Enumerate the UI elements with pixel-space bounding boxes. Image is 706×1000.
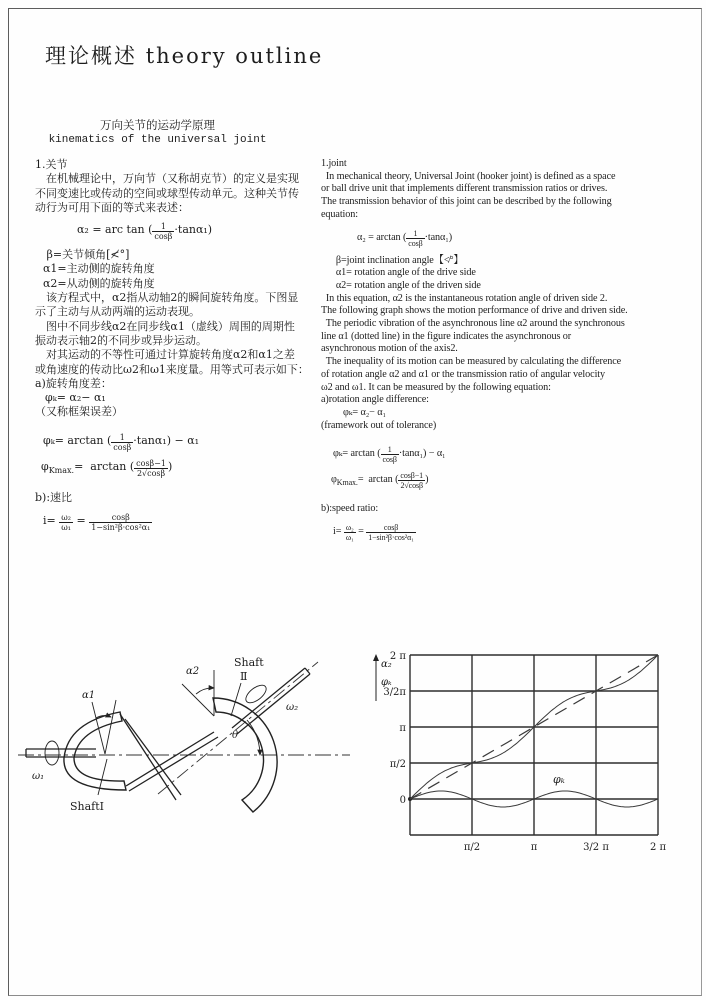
text-line: α2=从动侧的旋转角度 <box>43 276 155 290</box>
text-line: equation: <box>321 208 359 220</box>
y-axis-label-alpha2: α₂ <box>381 659 392 670</box>
right-item-a-label: a)rotation angle difference: <box>321 394 429 406</box>
text-line: 振动表示轴2的不同步或异步运动。 <box>35 333 207 347</box>
equation-alpha2-en: α₂ = arctan ( $\frac{1}{\cos\beta}$ ·tanα₁) <box>357 228 453 248</box>
shaft1-label: ShaftI <box>70 800 105 813</box>
text-line: line α1 (dotted line) in the figure indicates the asynchronous or <box>321 330 572 342</box>
alpha1-angle <box>92 700 116 754</box>
svg-text:π/2: π/2 <box>389 759 406 770</box>
fraction: $\frac{\cos\beta}{\text{1−sin²β·cos²α₁}}$ <box>91 512 151 532</box>
alpha2-label: α2 <box>186 666 200 677</box>
svg-text:3/2 π: 3/2 π <box>583 842 609 853</box>
fraction: $\frac{\cos\beta-1}{2√\cos\beta}$ <box>136 458 166 478</box>
phik-curve-label: φₖ <box>553 773 565 786</box>
left-paragraph-1 <box>35 172 322 215</box>
fraction: $\frac{1}{\cos\beta}$ <box>408 228 423 248</box>
text-line: 不同变速比或传动的空间或球型传动单元。这种关节传 <box>35 186 299 200</box>
shaft2-axis-line <box>158 662 318 794</box>
equation-phik-en: φₖ= arctan ( $\frac{1}{\cos\beta}$ ·tanα₁) − α₁ <box>333 445 446 465</box>
x-tick-labels <box>464 842 667 853</box>
right-paragraph-1 <box>321 171 701 222</box>
text-line: 该方程式中，α2指从动轴2的瞬间旋转角度。下图显 <box>35 291 299 305</box>
text-line: or ball drive unit that implements different transmission ratios or drives. <box>321 183 608 195</box>
text-line: In mechanical theory, Universal Joint (hooker joint) is defined as a space <box>321 170 616 182</box>
text-line: α2= rotation angle of the driven side <box>331 279 481 291</box>
text-line: β=关节倾角[≮°] <box>43 248 130 262</box>
fraction: $\frac{\text{ω₂}}{\text{ω₁}}$ <box>61 512 71 532</box>
page-title-cn: 理论概述 <box>45 44 137 68</box>
right-paragraph-2 <box>321 293 701 318</box>
universal-joint-diagram <box>10 640 355 855</box>
equation-phikmax-cn: $\varphi_{Kmax.}= \arctan$ ( $\frac{\cos\beta-1}{2√\cos\beta}$ ) <box>41 458 173 478</box>
left-yoke-crescent <box>64 712 126 790</box>
svg-text:2 π: 2 π <box>389 651 406 662</box>
equation-alpha2-cn: α₂ = arc tan ( $\frac{1}{\cos\beta}$ ·tanα₁) <box>77 222 213 242</box>
left-definitions <box>43 248 322 291</box>
shaft2-leader-line <box>231 683 241 716</box>
right-item-b-label: b):speed ratio: <box>321 503 379 515</box>
equation-phik-cn: φₖ= arctan ( $\frac{1}{\cos\beta}$ ·tanα₁) − α₁ <box>43 432 200 452</box>
left-note: （又称框架误差） <box>35 405 123 419</box>
omega2-rotation-ellipse <box>243 682 269 706</box>
text-line: In this equation, α2 is the instantaneous rotation angle of driven side 2. <box>321 292 608 304</box>
equation-phik-simple-cn: φₖ= α₂− α₁ <box>45 391 106 405</box>
fraction: $\frac{\cos\beta}{\text{1−sin²β·cos²α₁}}$ <box>368 523 414 543</box>
text-line: 在机械理论中，万向节（又称胡克节）的定义是实现 <box>35 172 299 186</box>
left-column-chinese <box>35 158 322 539</box>
fraction: $\frac{\cos\beta-1}{2√\cos\beta}$ <box>400 471 424 491</box>
text-line: 或角速度的传动比ω2和ω1来度量。用等式可表示如下： <box>35 362 309 376</box>
text-line: 对其运动的不等性可通过计算旋转角度α2和α1之差 <box>35 348 295 362</box>
omega1-label: ω₁ <box>32 771 45 782</box>
equation-phikmax-en: $\varphi_{Kmax.}= \arctan$ ( $\frac{\cos\beta-1}{2√\cos\beta}$ ) <box>331 471 429 491</box>
text-line: α1=主动侧的旋转角度 <box>43 262 155 276</box>
shaft2-label-line1: Shaft <box>234 656 264 669</box>
text-line: α1= rotation angle of the drive side <box>331 267 476 279</box>
text-line: The transmission behavior of this joint can be described by the following <box>321 196 612 208</box>
subtitle-en: kinematics of the universal joint <box>48 134 267 146</box>
text-line: asynchronous motion of the axis2. <box>321 343 458 355</box>
text-line: 动行为可用下面的等式来表述： <box>35 200 189 214</box>
text-line: The inequality of its motion can be measured by calculating the difference <box>321 356 622 368</box>
equation-speed-ratio-en: i= $\frac{\text{ω₂}}{\text{ω₁}}$ = $\frac{\cos\beta}{\text{1−sin²β·cos²α₁}}$ <box>333 523 414 543</box>
grid-lines <box>410 655 658 835</box>
text-line: The following graph shows the motion performance of drive and driven side. <box>321 305 628 317</box>
equation-phik-simple-en: φₖ= α₂− α₁ <box>343 406 386 418</box>
text-line: β=joint inclination angle【≮°】 <box>331 254 464 266</box>
omega1-rotation-ellipse <box>45 741 59 765</box>
fraction: $\frac{1}{\cos\beta}$ <box>382 445 397 465</box>
left-paragraph-2 <box>35 291 322 320</box>
right-paragraph-3 <box>321 318 701 356</box>
right-paragraph-4 <box>321 356 701 394</box>
page-title <box>45 40 323 70</box>
text-line: of rotation angle α2 and α1 or the transmission ratio of angular velocity <box>321 368 606 380</box>
y-tick-labels <box>383 651 406 806</box>
svg-text:2 π: 2 π <box>649 842 667 853</box>
left-item-b-label: b):速比 <box>35 491 73 505</box>
fraction: $\frac{1}{\cos\beta}$ <box>113 432 132 452</box>
shaft2-label-line2: Ⅱ <box>240 670 248 683</box>
page-title-en: theory outline <box>145 44 324 68</box>
svg-text:0: 0 <box>399 795 406 806</box>
shaft1 <box>26 749 96 757</box>
left-item-a-label: a)旋转角度差： <box>35 376 112 390</box>
subtitle-cn: 万向关节的运动学原理 <box>100 118 215 132</box>
fraction: $\frac{\text{ω₂}}{\text{ω₁}}$ <box>345 523 354 543</box>
right-definitions <box>331 255 701 293</box>
motion-performance-graph <box>362 643 694 861</box>
text-line: 图中不同步线α2在同步线α1（虚线）周围的周期性 <box>35 319 295 333</box>
section-subtitle <box>40 118 275 148</box>
left-paragraph-3 <box>35 320 322 349</box>
fraction: $\frac{1}{\cos\beta}$ <box>154 222 173 242</box>
svg-text:π: π <box>530 842 538 853</box>
omega2-label: ω₂ <box>286 702 299 713</box>
alpha1-label: α1 <box>82 690 96 701</box>
text-line: ω2 and ω1. It can be measured by the following equation: <box>321 381 551 393</box>
equation-speed-ratio-cn: i= $\frac{\text{ω₂}}{\text{ω₁}}$ = $\frac{\cos\beta}{\text{1−sin²β·cos²α₁}}$ <box>43 512 151 532</box>
svg-text:3/2π: 3/2π <box>383 687 406 698</box>
y-axis-label-phik: φₖ <box>381 677 392 688</box>
theta-label: θ <box>232 730 239 741</box>
left-paragraph-4 <box>35 348 322 377</box>
right-note: (framework out of tolerance) <box>321 419 437 431</box>
right-column-english <box>321 158 701 549</box>
svg-text:π: π <box>399 723 406 734</box>
right-heading: 1.joint <box>321 158 347 169</box>
left-heading: 1.关节 <box>35 158 68 171</box>
svg-text:π/2: π/2 <box>463 842 481 853</box>
text-line: The periodic vibration of the asynchronous line α2 around the synchronous <box>321 318 625 330</box>
text-line: 示了主动与从动两端的运动表现。 <box>35 305 200 319</box>
